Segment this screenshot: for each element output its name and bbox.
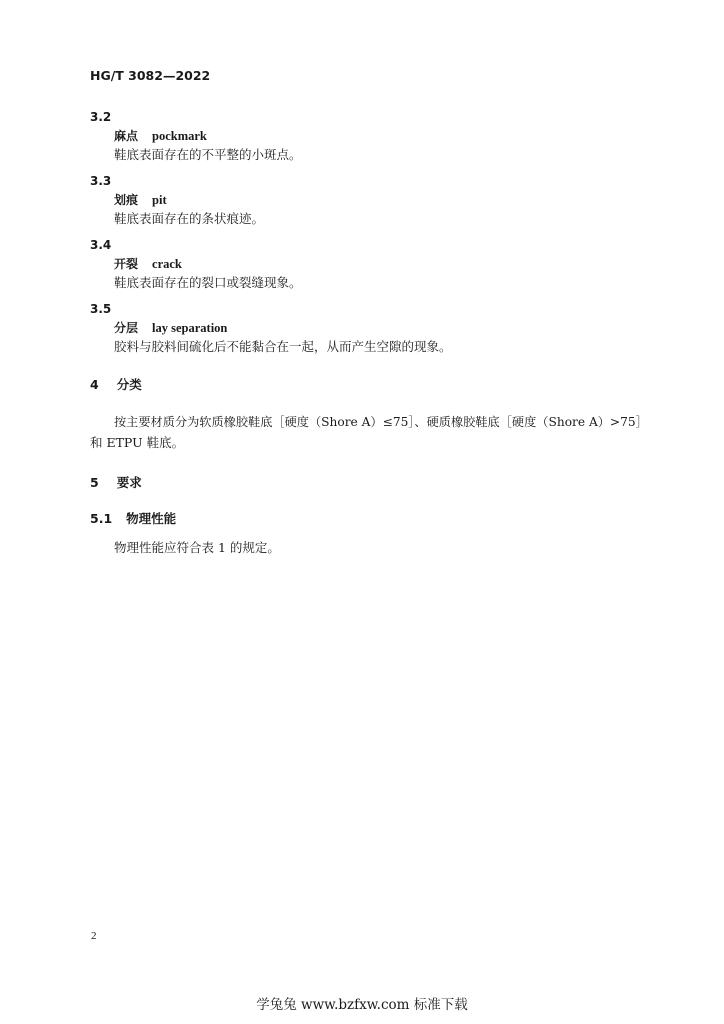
term-definition: 鞋底表面存在的不平整的小斑点。	[114, 147, 302, 162]
section-heading	[90, 473, 142, 491]
term-en: crack	[152, 257, 182, 271]
section-title: 要求	[116, 475, 142, 490]
section-heading	[90, 375, 142, 393]
term-definition: 胶料与胶料间硫化后不能黏合在一起，从而产生空隙的现象。	[114, 339, 452, 354]
section-number: 5	[90, 475, 99, 490]
term-en: lay separation	[152, 321, 228, 335]
term-cn: 划痕	[114, 193, 139, 207]
term-en: pit	[152, 193, 167, 207]
term-number: 3.4	[90, 238, 112, 252]
standard-id: HG/T 3082—2022	[90, 68, 211, 83]
term-en: pockmark	[152, 129, 207, 143]
term-title	[114, 255, 182, 272]
footer-watermark: 学兔兔 www.bzfxw.com 标准下载	[256, 997, 468, 1013]
section-paragraph-line: 和 ETPU 鞋底。	[90, 435, 185, 450]
subsection-number: 5.1	[90, 511, 113, 526]
term-cn: 麻点	[114, 129, 139, 143]
section-number: 4	[90, 377, 99, 392]
term-cn: 分层	[114, 321, 139, 335]
term-number: 3.5	[90, 302, 112, 316]
subsection-heading	[90, 509, 176, 527]
term-definition: 鞋底表面存在的裂口或裂缝现象。	[114, 275, 302, 290]
term-number: 3.2	[90, 110, 112, 124]
term-title	[114, 127, 207, 144]
term-title	[114, 191, 167, 208]
term-title	[114, 319, 227, 336]
subsection-title: 物理性能	[126, 511, 177, 526]
section-title: 分类	[116, 377, 142, 392]
term-definition: 鞋底表面存在的条状痕迹。	[114, 211, 265, 226]
section-paragraph-line: 按主要材质分为软质橡胶鞋底［硬度（Shore A）≤75］、硬质橡胶鞋底［硬度（Shore A）>75］	[114, 415, 648, 429]
subsection-paragraph: 物理性能应符合表 1 的规定。	[114, 540, 280, 555]
page-number: 2	[91, 930, 97, 942]
term-cn: 开裂	[114, 257, 139, 271]
term-number: 3.3	[90, 174, 112, 188]
